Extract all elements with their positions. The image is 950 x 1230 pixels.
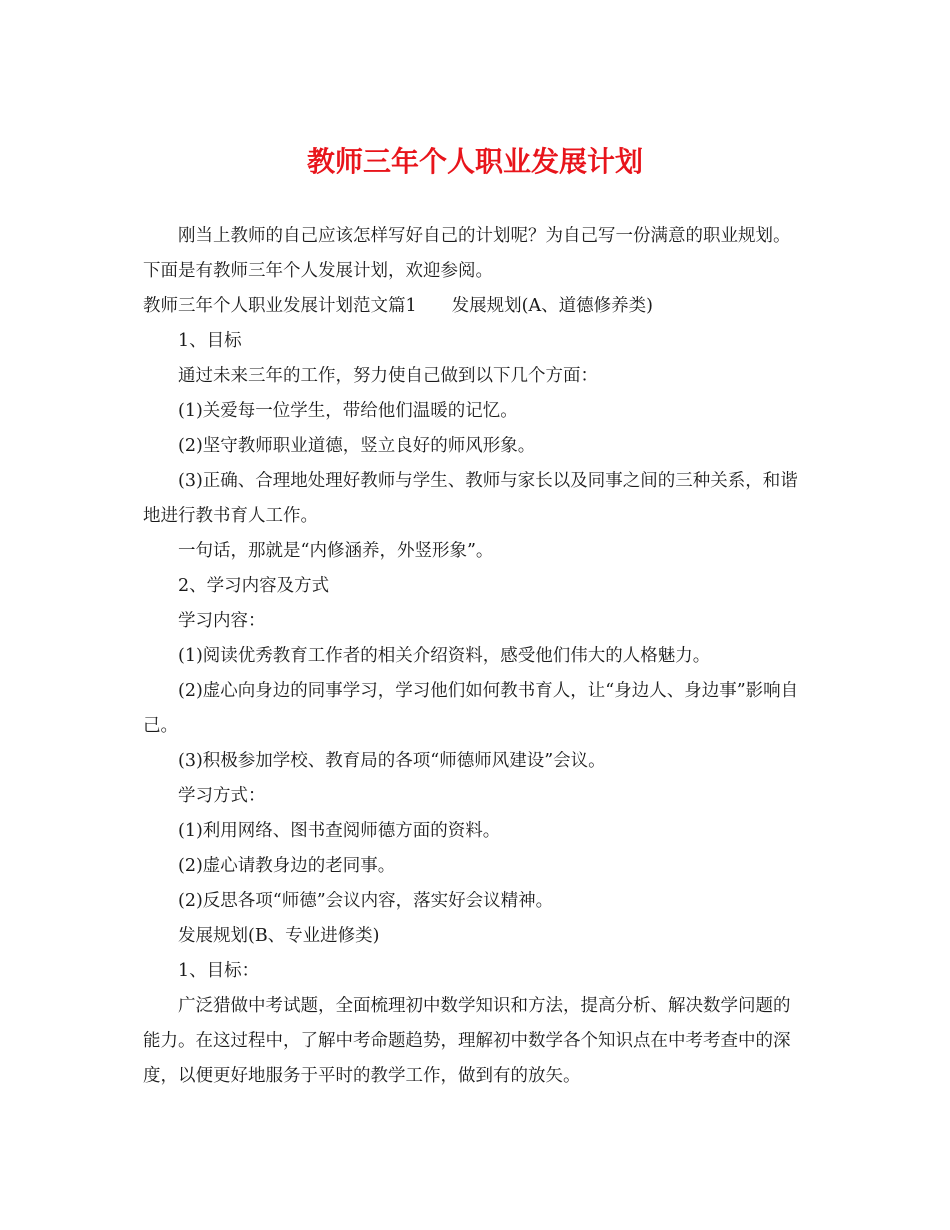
paragraph: (2)坚守教师职业道德，竖立良好的师风形象。 (178, 436, 536, 456)
document-title: 教师三年个人职业发展计划 (306, 145, 643, 178)
paragraph: 一句话，那就是“内修涵养，外竖形象”。 (178, 541, 494, 561)
paragraph: (1)关爱每一位学生，带给他们温暖的记忆。 (178, 401, 518, 421)
paragraph: 学习方式： (178, 786, 266, 806)
paragraph: (3)积极参加学校、教育局的各项“师德师风建设”会议。 (178, 751, 606, 771)
paragraph: (1)利用网络、图书查阅师德方面的资料。 (178, 821, 501, 841)
paragraph: 通过未来三年的工作，努力使自己做到以下几个方面： (178, 366, 598, 386)
paragraph-heading: 教师三年个人职业发展计划范文篇1 发展规划(A、道德修养类) (143, 296, 653, 316)
paragraph: (3)正确、合理地处理好教师与学生、教师与家长以及同事之间的三种关系，和谐地进行教书育人工作。 (143, 471, 798, 526)
paragraph: (2)反思各项“师德”会议内容，落实好会议精神。 (178, 891, 554, 911)
paragraph: 1、目标： (178, 961, 260, 981)
paragraph: 学习内容： (178, 611, 266, 631)
paragraph: 2、学习内容及方式 (178, 576, 330, 596)
paragraph: (1)阅读优秀教育工作者的相关介绍资料，感受他们伟大的人格魅力。 (178, 646, 711, 666)
paragraph: (2)虚心向身边的同事学习，学习他们如何教书育人，让“身边人、身边事”影响自己。 (143, 681, 799, 736)
paragraph: 1、目标 (178, 331, 242, 351)
paragraph: 发展规划(B、专业进修类) (178, 926, 380, 946)
paragraph: (2)虚心请教身边的老同事。 (178, 856, 396, 876)
paragraph: 广泛猎做中考试题，全面梳理初中数学知识和方法，提高分析、解决数学问题的能力。在这过程中，了解中考命题趋势，理解初中数学各个知识点在中考考查中的深度，以便更好地服务于平时的教学工作，做到有的放矢。 (143, 996, 791, 1086)
document-body (143, 219, 807, 1094)
paragraph: 刚当上教师的自己应该怎样写好自己的计划呢？为自己写一份满意的职业规划。下面是有教师三年个人发展计划，欢迎参阅。 (143, 226, 791, 281)
